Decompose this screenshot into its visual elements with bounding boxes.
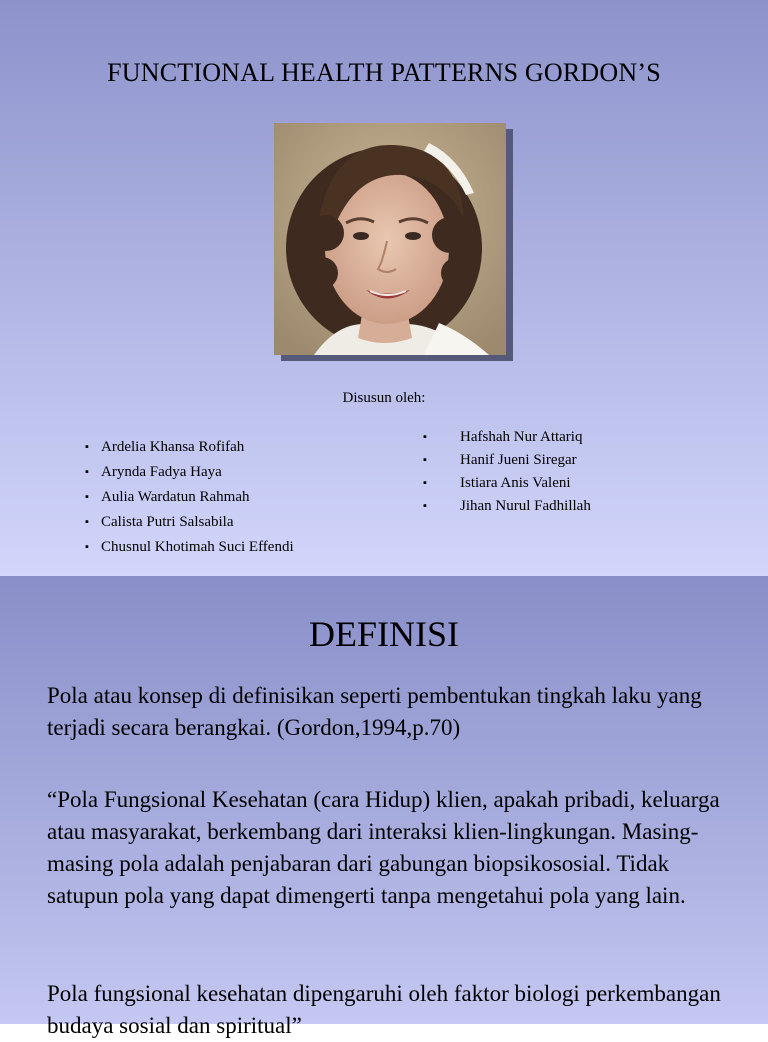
author-list-item — [85, 485, 294, 510]
bullet-icon: ▪ — [423, 431, 427, 443]
author-name: Arynda Fadya Haya — [101, 464, 222, 480]
author-name: Istiara Anis Valeni — [460, 475, 571, 491]
slide-title-heading: FUNCTIONAL HEALTH PATTERNS GORDON’S — [107, 58, 661, 87]
author-list-item — [423, 472, 591, 495]
author-list-left — [85, 435, 294, 560]
bullet-icon: ▪ — [85, 516, 89, 528]
author-name: Hanif Jueni Siregar — [460, 452, 577, 468]
author-name: Hafshah Nur Attariq — [460, 429, 583, 445]
bullet-icon: ▪ — [85, 491, 89, 503]
author-list-item — [85, 510, 294, 535]
bullet-icon: ▪ — [85, 441, 89, 453]
portrait-photo — [274, 123, 506, 355]
author-list-item — [85, 435, 294, 460]
bullet-icon: ▪ — [85, 541, 89, 553]
author-list-item — [423, 426, 591, 449]
author-list-item — [85, 460, 294, 485]
author-name: Ardelia Khansa Rofifah — [101, 439, 245, 455]
author-name: Jihan Nurul Fadhillah — [460, 498, 591, 514]
portrait-image — [274, 123, 506, 355]
author-list-right — [423, 426, 591, 518]
bullet-icon: ▪ — [423, 454, 427, 466]
definition-paragraph: “Pola Fungsional Kesehatan (cara Hidup) klien, apakah pribadi, keluarga atau masyarakat, berkembang dari interaksi klien-lingkungan. Masing-masing pola adalah penjabaran dari gabungan biopsikososial. Tidak satupun pola yang dapat dimengerti tanpa mengetahui pola yang lain. — [47, 787, 720, 908]
author-name: Chusnul Khotimah Suci Effendi — [101, 539, 294, 555]
definition-paragraph: Pola atau konsep di definisikan seperti pembentukan tingkah laku yang terjadi secara berangkai. (Gordon,1994,p.70) — [47, 683, 702, 740]
bullet-icon: ▪ — [423, 500, 427, 512]
author-list-item — [85, 535, 294, 560]
author-list-item — [423, 495, 591, 518]
subtitle-authored-by: Disusun oleh: — [342, 390, 426, 406]
author-list-item — [423, 449, 591, 472]
author-name: Calista Putri Salsabila — [101, 514, 234, 530]
definition-heading: DEFINISI — [309, 614, 459, 654]
author-name: Aulia Wardatun Rahmah — [101, 489, 250, 505]
definition-paragraph: Pola fungsional kesehatan dipengaruhi oleh faktor biologi perkembangan budaya sosial dan spiritual” — [47, 981, 721, 1038]
bullet-icon: ▪ — [423, 477, 427, 489]
bullet-icon: ▪ — [85, 466, 89, 478]
